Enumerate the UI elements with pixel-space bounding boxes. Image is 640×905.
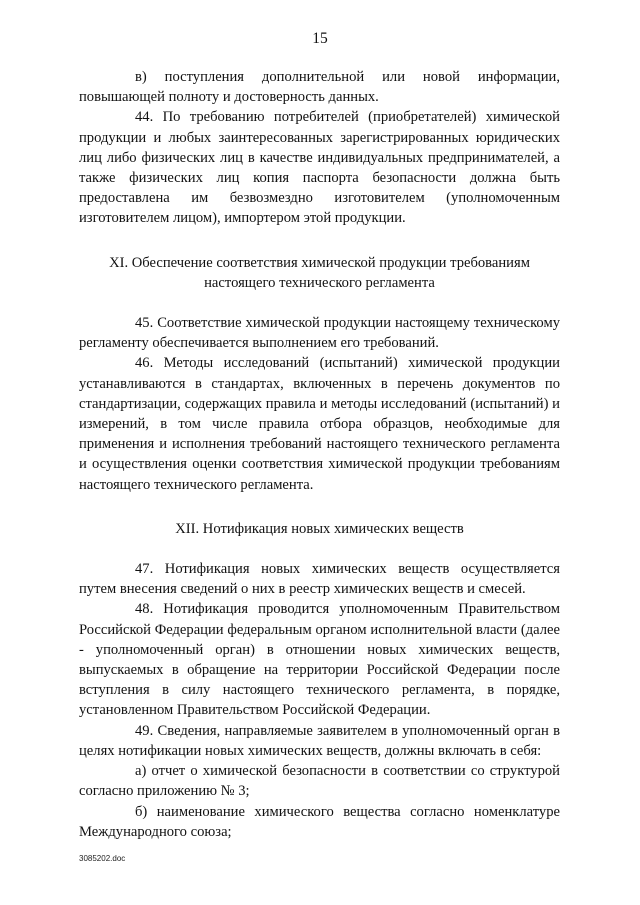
section-xi-heading xyxy=(79,253,560,293)
paragraph-44: 44. По требованию потребителей (приобретателей) химической продукции и любых заинтересованных зарегистрированных юридических лиц либо физических лиц в качестве индивидуальных предпринимателей, а также физических лиц копия паспорта безопасности должна быть предоставлена им безвозмездно изготовителем (уполномоченным изготовителем лицом), импортером этой продукции. xyxy=(79,109,560,227)
paragraph-48: 48. Нотификация проводится уполномоченным Правительством Российской Федерации федеральным органом исполнительной власти (далее - уполномоченный орган) в отношении новых химических веществ, выпускаемых в обращение на территории Российской Федерации после вступления в силу настоящего технического регламента, в порядке, установленном Правительством Российской Федерации. xyxy=(79,601,560,719)
paragraph-43v: в) поступления дополнительной или новой информации, повышающей полноту и достоверность данных. xyxy=(79,69,560,106)
paragraph-46: 46. Методы исследований (испытаний) химической продукции устанавливаются в стандартах, включенных в перечень документов по стандартизации, содержащих правила и методы исследований (испытаний) и измерений, в том числе правила отбора образцов, необходимые для применения и исполнения требований настоящего технического регламента и осуществления оценки соответствия химической продукции требованиям настоящего технического регламента. xyxy=(79,355,560,493)
spacer xyxy=(79,539,560,559)
paragraph-49a: а) отчет о химической безопасности в соответствии со структурой согласно приложению № 3; xyxy=(79,763,560,800)
page-number: 15 xyxy=(312,30,328,47)
paragraph-49: 49. Сведения, направляемые заявителем в уполномоченный орган в целях нотификации новых химических веществ, должны включать в себя: xyxy=(79,722,560,759)
spacer xyxy=(79,229,560,253)
paragraph-47: 47. Нотификация новых химических веществ осуществляется путем внесения сведений о них в реестр химических веществ и смесей. xyxy=(79,561,560,598)
spacer xyxy=(79,495,560,519)
document-body xyxy=(79,67,560,842)
paragraph-45: 45. Соответствие химической продукции настоящему техническому регламенту обеспечивается выполнением его требований. xyxy=(79,315,560,352)
document-filename: 3085202.doc xyxy=(79,854,126,863)
spacer xyxy=(79,293,560,313)
section-xi-heading-line2: настоящего технического регламента xyxy=(204,274,435,291)
paragraph-49b: б) наименование химического вещества согласно номенклатуре Международного союза; xyxy=(79,803,560,840)
section-xi-heading-line1: XI. Обеспечение соответствия химической продукции требованиям xyxy=(109,254,530,271)
section-xii-heading: XII. Нотификация новых химических веществ xyxy=(175,520,464,537)
